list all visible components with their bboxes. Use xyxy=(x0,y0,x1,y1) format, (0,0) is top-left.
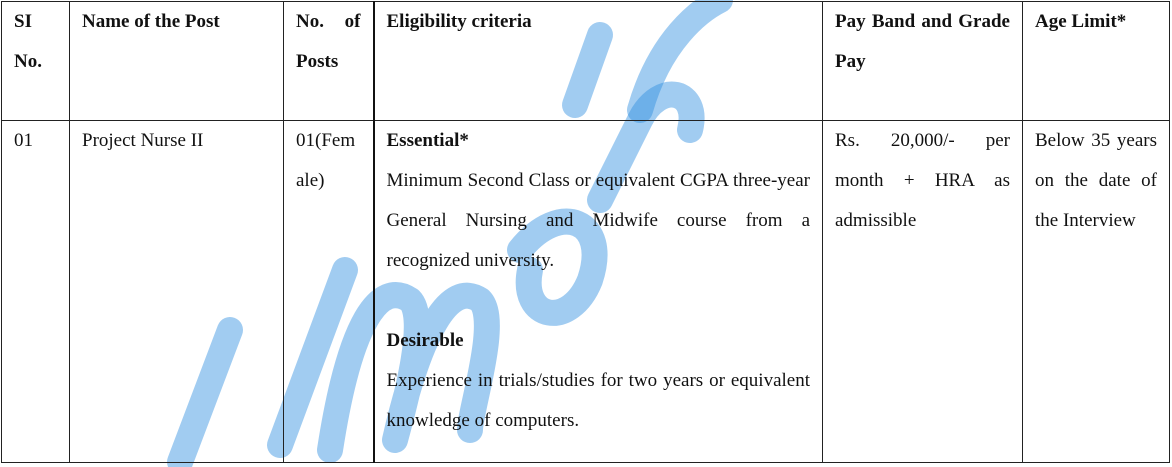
header-pay-band: Pay Band and Grade Pay xyxy=(823,2,1023,121)
header-eligibility-criteria: Eligibility criteria xyxy=(374,2,823,121)
desirable-text: Experience in trials/studies for two years or equivalent knowledge of computers. xyxy=(386,370,810,431)
header-no-of-posts: No. of Posts xyxy=(284,2,374,121)
header-name-of-post: Name of the Post xyxy=(70,2,284,121)
desirable-heading: Desirable xyxy=(386,330,464,351)
cell-age-limit: Below 35 years on the date of the Interview xyxy=(1023,121,1170,463)
header-row xyxy=(2,2,1170,121)
cell-no-of-posts: 01(Female) xyxy=(284,121,374,463)
cell-si-no: 01 xyxy=(2,121,70,463)
header-age-limit: Age Limit* xyxy=(1023,2,1170,121)
recruitment-table xyxy=(1,1,1170,463)
cell-pay-band: Rs. 20,000/- per month + HRA as admissible xyxy=(823,121,1023,463)
spacer xyxy=(387,281,811,321)
essential-text: Minimum Second Class or equivalent CGPA three-year General Nursing and Midwife course from a recognized university. xyxy=(386,170,810,271)
cell-post-name: Project Nurse II xyxy=(70,121,284,463)
header-si-no: SI No. xyxy=(2,2,70,121)
table-row xyxy=(2,121,1170,463)
essential-heading: Essential* xyxy=(386,130,469,151)
cell-eligibility xyxy=(374,121,823,463)
